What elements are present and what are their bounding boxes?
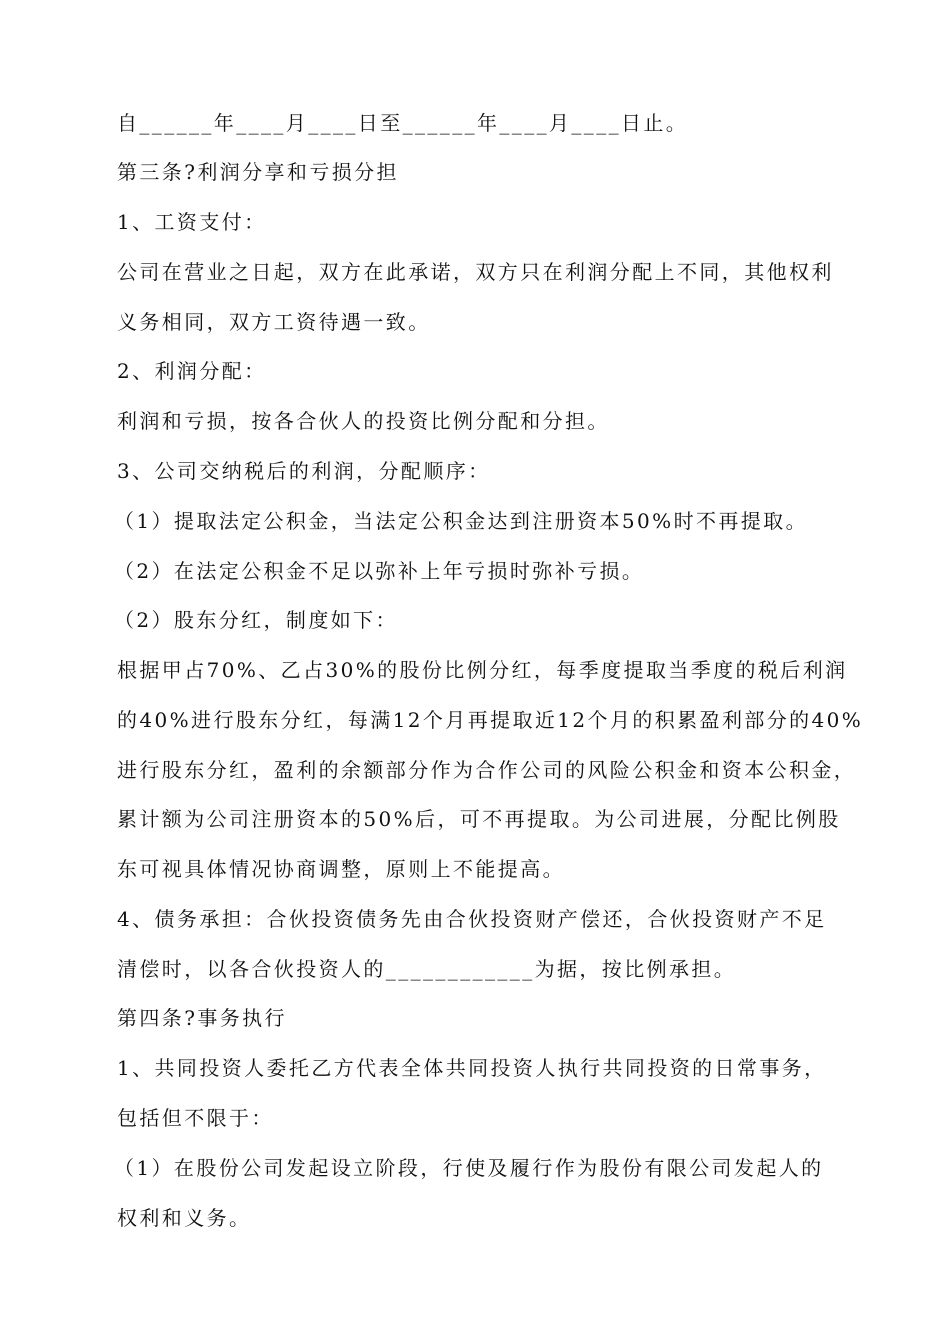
article-3-heading: 第三条?利润分享和亏损分担 [117, 160, 399, 184]
text-line: 1、共同投资人委托乙方代表全体共同投资人执行共同投资的日常事务， [117, 1056, 827, 1080]
text-line: 包括但不限于： [117, 1106, 274, 1130]
section-4-heading: 4、债务承担：合伙投资债务先由合伙投资财产偿还，合伙投资财产不足 [117, 907, 827, 931]
text-line: 的40%进行股东分红，每满12个月再提取近12个月的积累盈利部分的40% [117, 708, 864, 732]
text-line: 权利和义务。 [117, 1206, 252, 1230]
list-item: （2）在法定公积金不足以弥补上年亏损时弥补亏损。 [114, 559, 645, 583]
text-line: 东可视具体情况协商调整，原则上不能提高。 [117, 857, 565, 881]
text-line: 清偿时，以各合伙投资人的____________为据，按比例承担。 [117, 957, 737, 981]
text-line-date-range: 自______年____月____日至______年____月____日止。 [117, 111, 689, 135]
section-3-heading: 3、公司交纳税后的利润，分配顺序： [117, 459, 491, 483]
list-item: （1）提取法定公积金，当法定公积金达到注册资本50%时不再提取。 [114, 509, 808, 533]
section-1-heading: 1、工资支付： [117, 210, 267, 234]
text-line: 利润和亏损，按各合伙人的投资比例分配和分担。 [117, 409, 610, 433]
text-line: 根据甲占70%、乙占30%的股份比例分红，每季度提取当季度的税后利润 [117, 658, 848, 682]
text-line: 累计额为公司注册资本的50%后，可不再提取。为公司进展，分配比例股 [117, 807, 841, 831]
text-line: 公司在营业之日起，双方在此承诺，双方只在利润分配上不同，其他权利 [117, 260, 834, 284]
text-line: 进行股东分红，盈利的余额部分作为合作公司的风险公积金和资本公积金， [117, 758, 857, 782]
article-4-heading: 第四条?事务执行 [117, 1006, 287, 1030]
text-line: 义务相同，双方工资待遇一致。 [117, 310, 431, 334]
section-2-heading: 2、利润分配： [117, 359, 267, 383]
list-item: （1）在股份公司发起设立阶段，行使及履行作为股份有限公司发起人的 [114, 1156, 824, 1180]
list-item: （2）股东分红，制度如下： [114, 608, 398, 632]
